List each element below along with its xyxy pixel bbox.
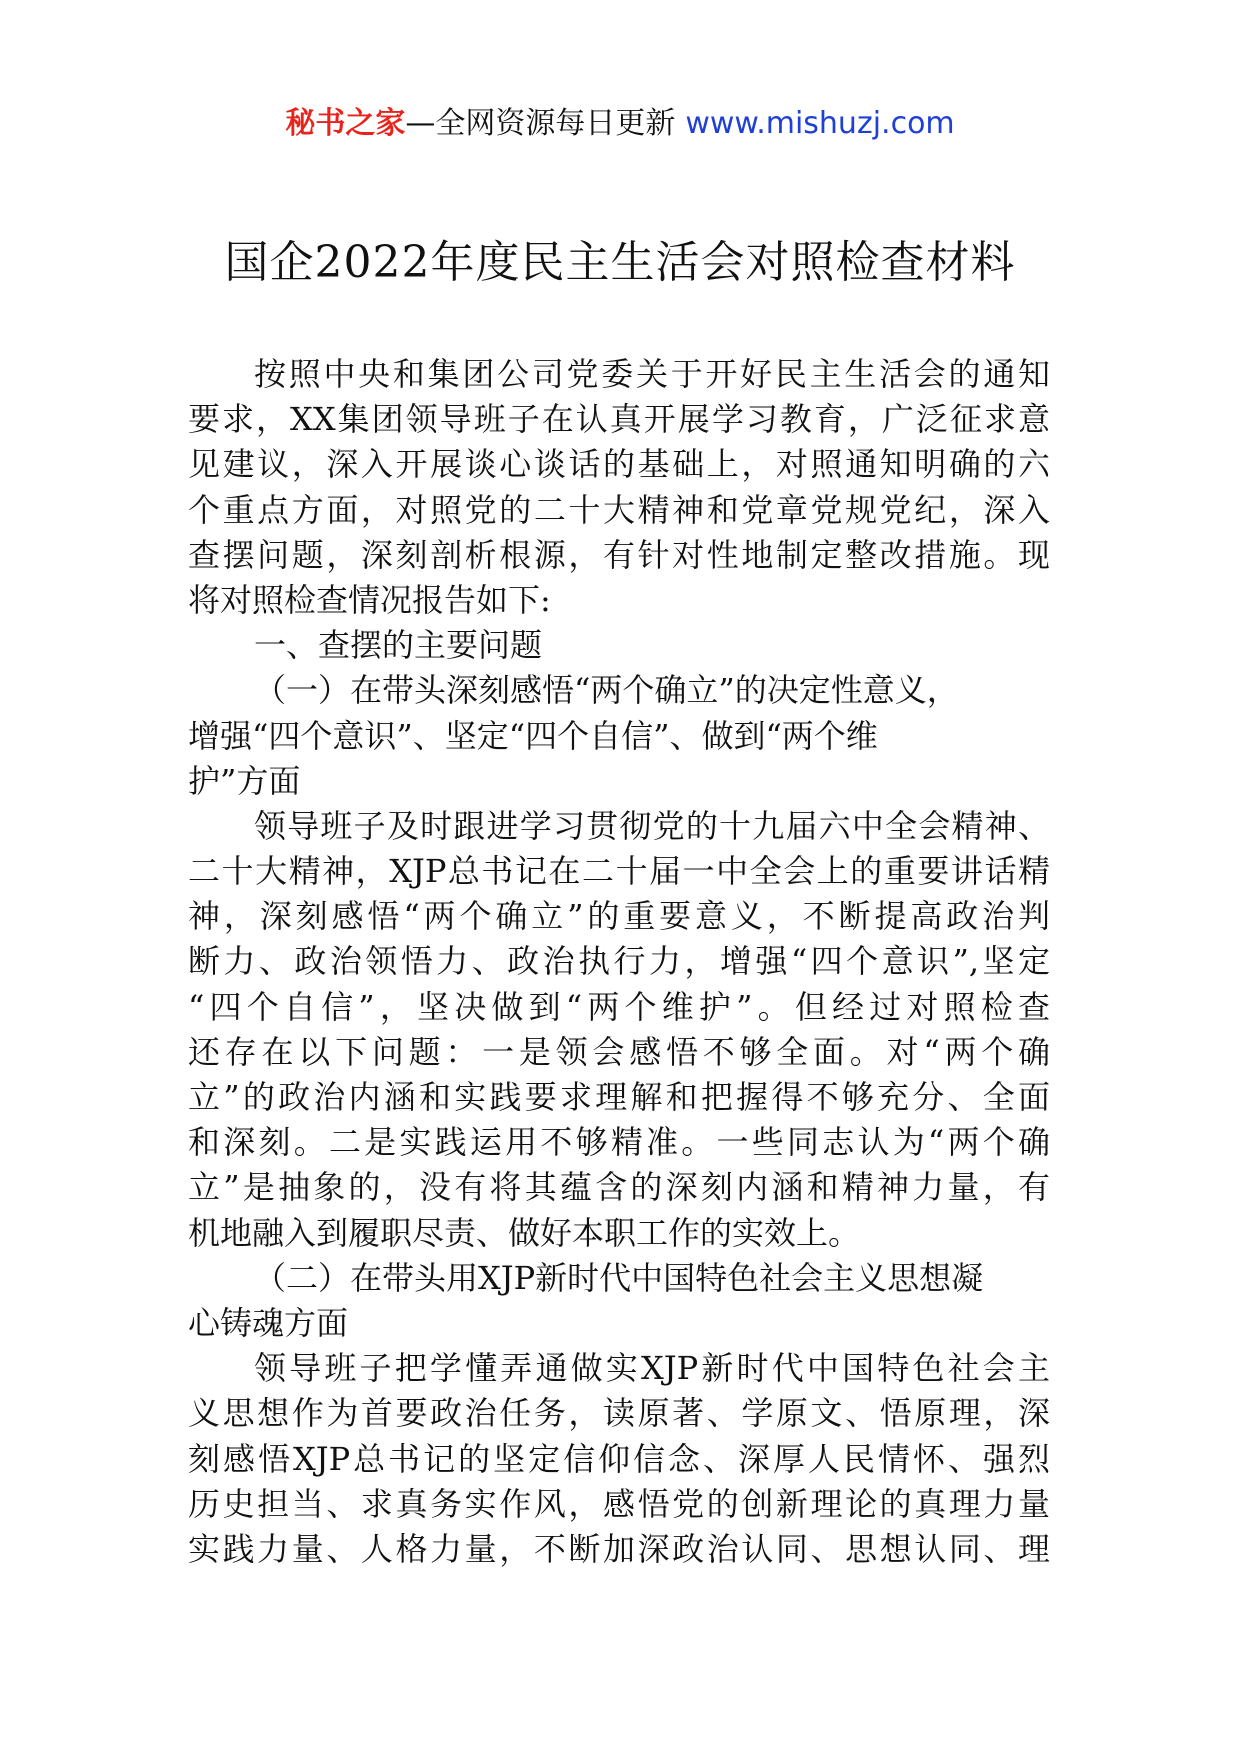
body-line: 刻感悟XJP总书记的坚定信仰信念、深厚人民情怀、强烈 [188,1439,1050,1478]
body-line: 查摆问题，深刻剖析根源，有针对性地制定整改措施。现 [188,535,1050,574]
site-brand: 秘书之家 [285,106,406,141]
document-title: 国企2022年度民主生活会对照检查材料 [224,237,1016,288]
body-line: 实践力量、人格力量，不断加深政治认同、思想认同、理 [188,1529,1050,1568]
body-line: 断力、政治领悟力、政治执行力，增强“四个意识”,坚定 [188,942,1050,981]
site-tagline: —全网资源每日更新 [405,106,676,141]
document-body [188,352,1050,1572]
body-line: 见建议，深入开展谈心谈话的基础上，对照通知明确的六 [188,445,1050,484]
body-line: 还存在以下问题：一是领会感悟不够全面。对“两个确 [188,1032,1050,1071]
body-line: 领导班子及时跟进学习贯彻党的十九届六中全会精神、 [254,806,1050,845]
body-line: 按照中央和集团公司党委关于开好民主生活会的通知 [254,355,1050,393]
body-line: “四个自信”，坚决做到“两个维护”。但经过对照检查 [188,987,1050,1026]
body-line: 将对照检查情况报告如下: [188,580,551,619]
subsection-heading: （一）在带头深刻感悟“两个确立”的决定性意义， [254,671,959,710]
subsection-heading: 护”方面 [188,761,301,800]
body-line: 机地融入到履职尽责、做好本职工作的实效上。 [188,1213,861,1252]
body-line: 和深刻。二是实践运用不够精准。一些同志认为“两个确 [188,1123,1050,1162]
subsection-heading: （二）在带头用XJP新时代中国特色社会主义思想凝 [254,1258,984,1297]
body-line: 立”是抽象的，没有将其蕴含的深刻内涵和精神力量，有 [188,1168,1050,1207]
body-line: 历史担当、求真务实作风，感悟党的创新理论的真理力量 [188,1484,1050,1523]
subsection-heading: 增强“四个意识”、坚定“四个自信”、做到“两个维 [188,716,878,755]
subsection-heading: 心铸魂方面 [188,1303,349,1342]
section-heading: 一、查摆的主要问题 [254,626,543,665]
body-line: 要求，XX集团领导班子在认真开展学习教育，广泛征求意 [188,400,1050,439]
site-banner [0,100,1240,148]
body-line: 立”的政治内涵和实践要求理解和把握得不够充分、全面 [188,1078,1050,1116]
body-line: 二十大精神，XJP总书记在二十届一中全会上的重要讲话精 [188,852,1050,891]
body-line: 个重点方面，对照党的二十大精神和党章党规党纪，深入 [188,490,1050,529]
body-line: 领导班子把学懂弄通做实XJP新时代中国特色社会主 [254,1349,1050,1388]
body-line: 神，深刻感悟“两个确立”的重要意义，不断提高政治判 [188,897,1050,936]
body-line: 义思想作为首要政治任务，读原著、学原文、悟原理，深 [188,1394,1050,1433]
site-url-link[interactable]: www.mishuzj.com [685,106,955,141]
